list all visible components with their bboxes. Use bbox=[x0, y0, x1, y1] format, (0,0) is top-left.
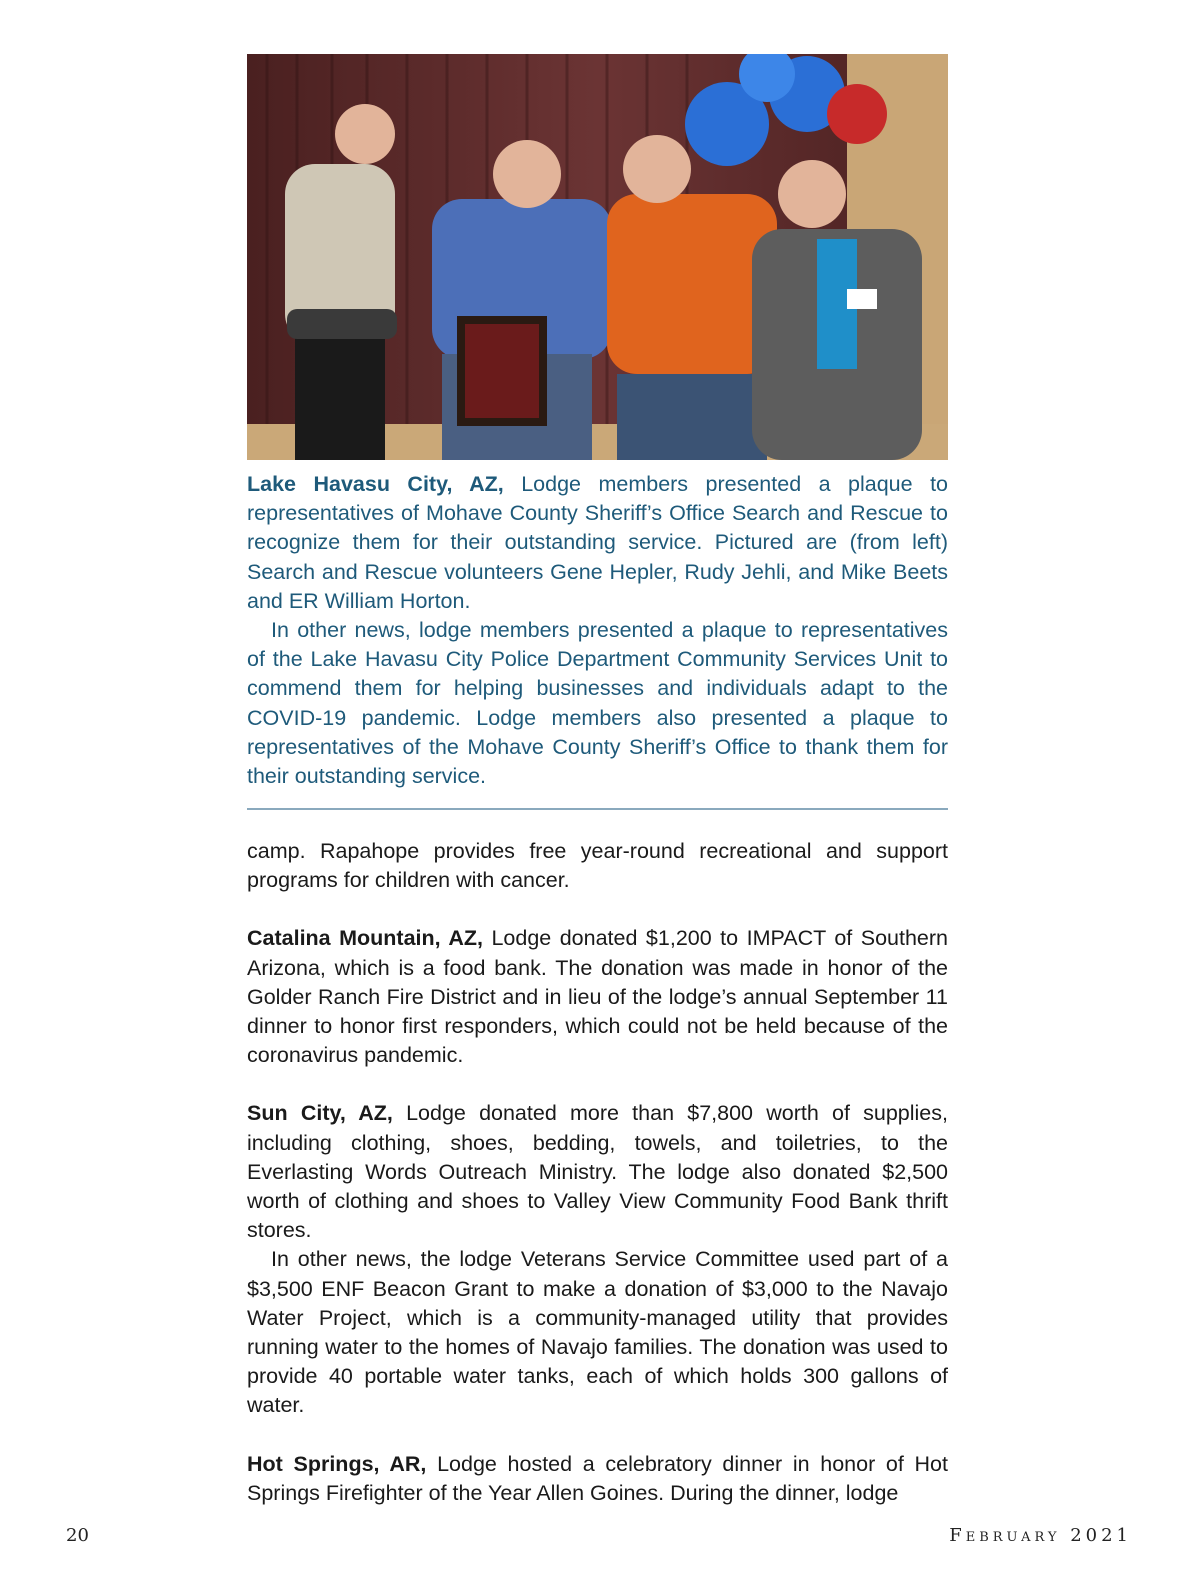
suncity-location: Sun City, AZ, bbox=[247, 1101, 393, 1126]
suncity-text: Lodge donated more than $7,800 worth of supplies, including clothing, shoes, bedding, towels, and toiletries, to the Everlasting Words Outreach Ministry. The lodge also donated $2,500 worth of clothing and shoes to Valley View Community Food Bank thrift stores. bbox=[247, 1101, 948, 1243]
caption-text: Lodge members presented a plaque to representatives of Mohave County Sheriff’s Office Search and Rescue to recognize them for their outstanding service. Pictured are (from left) Search and Rescue volunteers Gene Hepler, Rudy Jehli, and Mike Beets and ER William Horton. bbox=[247, 472, 948, 613]
suncity-paragraph-2: In other news, the lodge Veterans Service Committee used part of a $3,500 ENF Beacon Grant to make a donation of $3,000 to the Navajo Water Project, which is a community-managed utility that provides running water to the homes of Navajo families. The donation was used to provide 40 portable water tanks, each of which holds 300 gallons of water. bbox=[247, 1247, 948, 1418]
photo-illustration bbox=[247, 54, 948, 460]
caption-location: Lake Havasu City, AZ, bbox=[247, 472, 504, 496]
photo-caption bbox=[247, 470, 948, 791]
hotsprings-location: Hot Springs, AR, bbox=[247, 1451, 427, 1476]
catalina-location: Catalina Mountain, AZ, bbox=[247, 926, 483, 951]
issue-date: February 2021 bbox=[949, 1525, 1132, 1546]
hotsprings-paragraph bbox=[247, 1450, 948, 1508]
catalina-paragraph bbox=[247, 924, 948, 1070]
suncity-paragraph bbox=[247, 1099, 948, 1245]
article-body bbox=[247, 837, 948, 1508]
continued-paragraph: camp. Rapahope provides free year-round recreational and support programs for children with cancer. bbox=[247, 839, 948, 893]
caption-paragraph-2: In other news, lodge members presented a plaque to representatives of the Lake Havasu City Police Department Community Services Unit to commend them for helping businesses and individuals adapt to the COVID-19 pandemic. Lodge members also presented a plaque to representatives of the Mohave County Sheriff’s Office to thank them for their outstanding service. bbox=[247, 618, 948, 789]
caption-paragraph-1 bbox=[247, 470, 948, 616]
hotsprings-text: Lodge hosted a celebratory dinner in honor of Hot Springs Firefighter of the Year Allen Goines. During the dinner, lodge bbox=[247, 1451, 948, 1505]
group-photo bbox=[247, 54, 948, 460]
divider bbox=[247, 808, 948, 810]
catalina-text: Lodge donated $1,200 to IMPACT of Southern Arizona, which is a food bank. The donation was made in honor of the Golder Ranch Fire District and in lieu of the lodge’s annual September 11 dinner to honor first responders, which could not be held because of the coronavirus pandemic. bbox=[247, 926, 949, 1068]
page-number: 20 bbox=[66, 1525, 89, 1546]
